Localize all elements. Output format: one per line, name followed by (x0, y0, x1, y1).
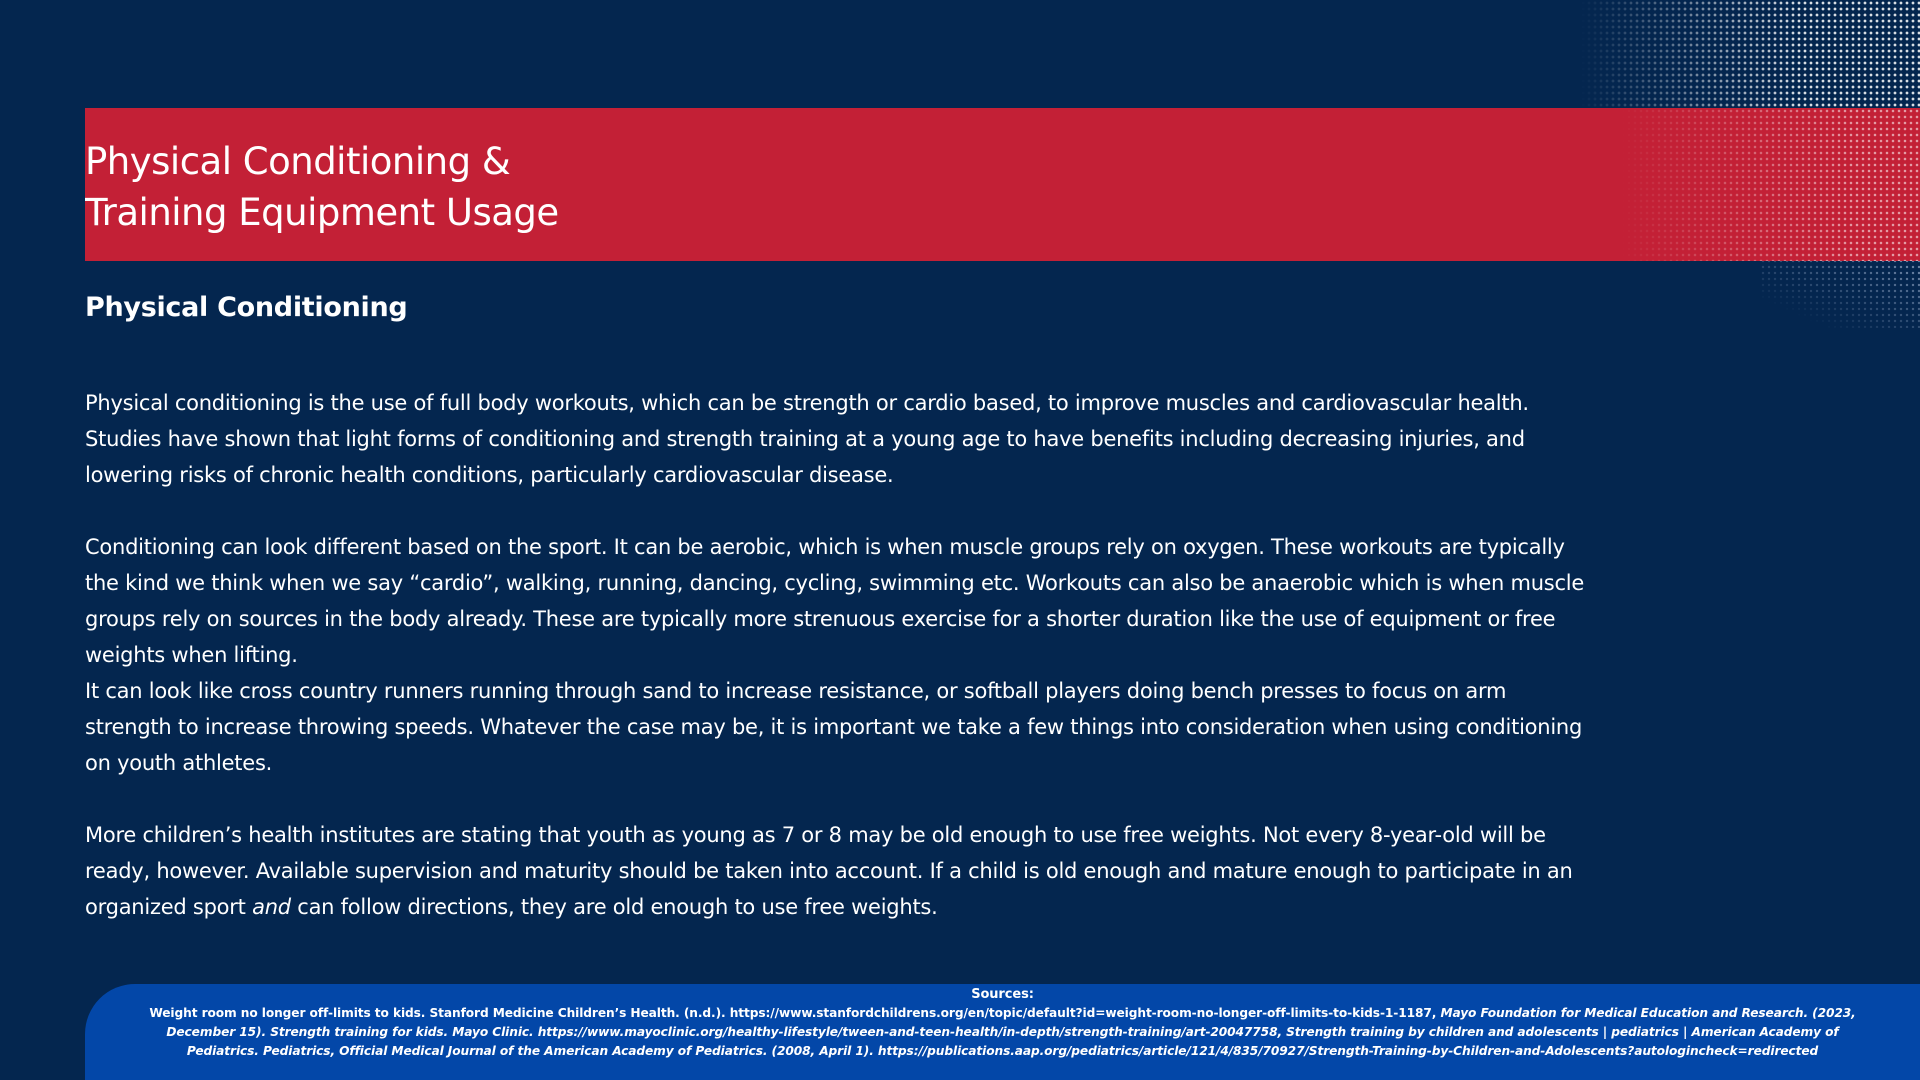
emphasis-and: and (252, 895, 291, 919)
paragraph-aerobic-anaerobic: Conditioning can look different based on the sport. It can be aerobic, which is when muscle groups rely on oxygen. These workouts are typically the kind we think when we say “cardio”, walking, running, dancing, cycling, swimming etc. Workouts can also be anaerobic which is when muscle groups rely on sources in the body already. These are typically more strenuous exercise for a shorter duration like the use of equipment or free weights when lifting. (85, 535, 1584, 667)
sources-line-2: December 15). Strength training for kids. Mayo Clinic. https://www.mayoclinic.org/healthy-lifestyle/tween-and-teen-health/in-depth/strength-training/art-20047758, Strength training by children and adolescents | pediatrics | American Academy of (166, 1025, 1839, 1039)
source-stanford: Weight room no longer off-limits to kids. Stanford Medicine Children’s Health. (n.d.). https://www.stanfordchildrens.org/en/topic/default?id=weight-room-no-longer-off-limits-to-kids-1-1187, (149, 1006, 1441, 1020)
section-heading: Physical Conditioning (85, 292, 408, 323)
sources-line-3: Pediatrics. Pediatrics, Official Medical Journal of the American Academy of Pediatrics. (2008, April 1). https://publications.aap.org/pediatrics/article/121/4/835/70927/Strength-Training-by-Children-and-Adolescents?autologincheck=redirected (186, 1044, 1819, 1058)
title-banner (85, 108, 1920, 261)
paragraph-examples: It can look like cross country runners running through sand to increase resistance, or softball players doing bench presses to focus on arm strength to increase throwing speeds. Whatever the case may be, it is important we take a few things into consideration when using conditioning on youth athletes. (85, 679, 1583, 775)
paragraph-free-weights (85, 817, 1595, 925)
page-title-line-2: Training Equipment Usage (85, 191, 559, 234)
free-weights-text-end: can follow directions, they are old enough to use free weights. (290, 895, 938, 919)
source-mayo-start: Mayo Foundation for Medical Education and Research. (2023, (1440, 1006, 1856, 1020)
page-title (85, 136, 559, 238)
paragraph-definition: Physical conditioning is the use of full body workouts, which can be strength or cardio based, to improve muscles and cardiovascular health. Studies have shown that light forms of conditioning and strength training at a young age to have benefits including decreasing injuries, and lowering risks of chronic health conditions, particularly cardiovascular disease. (85, 391, 1529, 487)
sources-footer (85, 984, 1920, 1080)
decorative-dot-pattern-banner (1620, 108, 1920, 261)
decorative-dot-pattern-side (1760, 258, 1920, 328)
sources-line-1 (93, 1004, 1912, 1023)
body-text (85, 385, 1595, 925)
paragraph-spacer (85, 493, 1595, 529)
free-weights-text-start: More children’s health institutes are stating that youth as young as 7 or 8 may be old enough to use free weights. Not every 8-year-old will be ready, however. Available supervision and maturity should be taken into account. If a child is old enough and mature enough to participate in an organized sport (85, 823, 1573, 919)
sources-heading: Sources: (971, 987, 1034, 1002)
page-title-line-1: Physical Conditioning & (85, 140, 511, 183)
decorative-dot-pattern-top (1580, 0, 1920, 110)
paragraph-spacer (85, 781, 1595, 817)
